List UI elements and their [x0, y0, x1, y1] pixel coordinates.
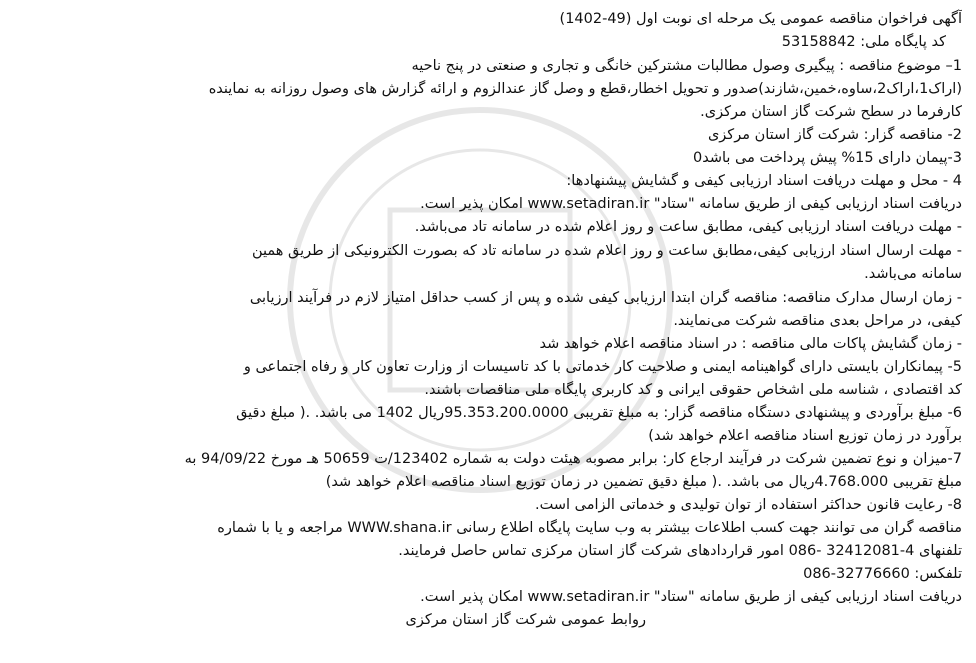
contact-info: مناقصه گران می توانند جهت کسب اطلاعات بیشتر به وب سایت پایگاه اطلاع رسانی WWW.shana.ir مراجعه و یا با شماره — [217, 520, 962, 536]
contact-phones: تلفنهای 4-32412081 -086 امور قراردادهای شرکت گاز استان مرکزی تماس حاصل فرمایند. — [398, 543, 962, 559]
national-code: کد پایگاه ملی: 53158842 — [781, 34, 946, 50]
item-4-bullet-documents: - زمان ارسال مدارک مناقصه: مناقصه گران ابتدا ارزیابی کیفی شده و پس از کسب حداقل امتیاز لازم در فرآیند ارزیابی — [249, 290, 962, 306]
item-8-law: 8- رعایت قانون حداکثر استفاده از توان تولیدی و خدماتی الزامی است. — [534, 497, 962, 513]
setad-footer-line: دریافت اسناد ارزیابی کیفی از طریق سامانه "ستاد" www.setadiran.ir امکان پذیر است. — [420, 589, 962, 605]
item-3-prepayment: 3-پیمان دارای 15% پیش پرداخت می باشد0 — [692, 150, 962, 166]
item-4-bullet-send-cont: سامانه می‌باشد. — [864, 266, 962, 282]
item-7-guarantee: 7-میزان و نوع تضمین شرکت در فرآیند ارجاع کار: برابر مصوبه هیئت دولت به شماره 123402/ت 50659 هـ مورخ 94/09/22 به — [184, 451, 962, 467]
public-relations-signature: روابط عمومی شرکت گاز استان مرکزی — [405, 612, 646, 628]
telefax: تلفکس: 32776660-086 — [803, 566, 962, 582]
item-6-estimate: 6- مبلغ برآوردی و پیشنهادی دستگاه مناقصه گزار: به مبلغ تقریبی 95.353.200.0000ریال 1402 می باشد. .( مبلغ دقیق — [236, 405, 962, 421]
item-5-contractors-cont: کد اقتصادی ، شناسه ملی اشخاص حقوقی ایرانی و کد کاربری پایگاه ملی مناقصات باشند. — [424, 382, 962, 398]
item-5-contractors: 5- پیمانکاران بایستی دارای گواهینامه ایمنی و صلاحیت کار خدماتی با کد تاسیسات از وزارت تعاون کار و رفاه اجتماعی و — [243, 359, 962, 375]
item-6-estimate-cont: برآورد در زمان توزیع اسناد مناقصه اعلام خواهد شد) — [648, 428, 962, 444]
item-1-subject: 1– موضوع مناقصه : پیگیری وصول مطالبات مشترکین خانگی و تجاری و صنعتی در پنج ناحیه — [411, 58, 962, 74]
item-4-bullet-opening: - زمان گشایش پاکات مالی مناقصه : در اسناد مناقصه اعلام خواهد شد — [539, 336, 962, 352]
item-4-bullet-documents-cont: کیفی، در مراحل بعدی مناقصه شرکت می‌نمایند. — [673, 313, 962, 329]
item-2-tenderer: 2- مناقصه گزار: شرکت گاز استان مرکزی — [707, 127, 962, 143]
item-1-subject-cont2: کارفرما در سطح شرکت گاز استان مرکزی. — [700, 104, 962, 120]
item-4-bullet-send: - مهلت ارسال اسناد ارزیابی کیفی،مطابق ساعت و روز اعلام شده در سامانه تاد که بصورت الکترونیکی از طریق همین — [251, 243, 962, 259]
item-1-subject-cont: (اراک1،اراک2،ساوه،خمین،شازند)صدور و تحویل اخطار،قطع و وصل گاز عندالزوم و ارائه گزارش های وصول روزانه به نماینده — [208, 81, 962, 97]
item-4-bullet-receive: - مهلت دریافت اسناد ارزیابی کیفی، مطابق ساعت و روز اعلام شده در سامانه تاد می‌باشد. — [414, 219, 962, 235]
item-4-heading: 4 - محل و مهلت دریافت اسناد ارزیابی کیفی و گشایش پیشنهادها: — [566, 173, 962, 189]
item-4-setad-line: دریافت اسناد ارزیابی کیفی از طریق سامانه "ستاد" www.setadiran.ir امکان پذیر است. — [420, 196, 962, 212]
item-7-guarantee-cont: مبلغ تقریبی 4.768.000ریال می باشد. .( مبلغ دقیق تضمین در زمان توزیع اسناد مناقصه اعلام خواهد شد) — [325, 474, 962, 490]
notice-title: آگهی فراخوان مناقصه عمومی یک مرحله ای نوبت اول (49-1402) — [559, 11, 962, 27]
